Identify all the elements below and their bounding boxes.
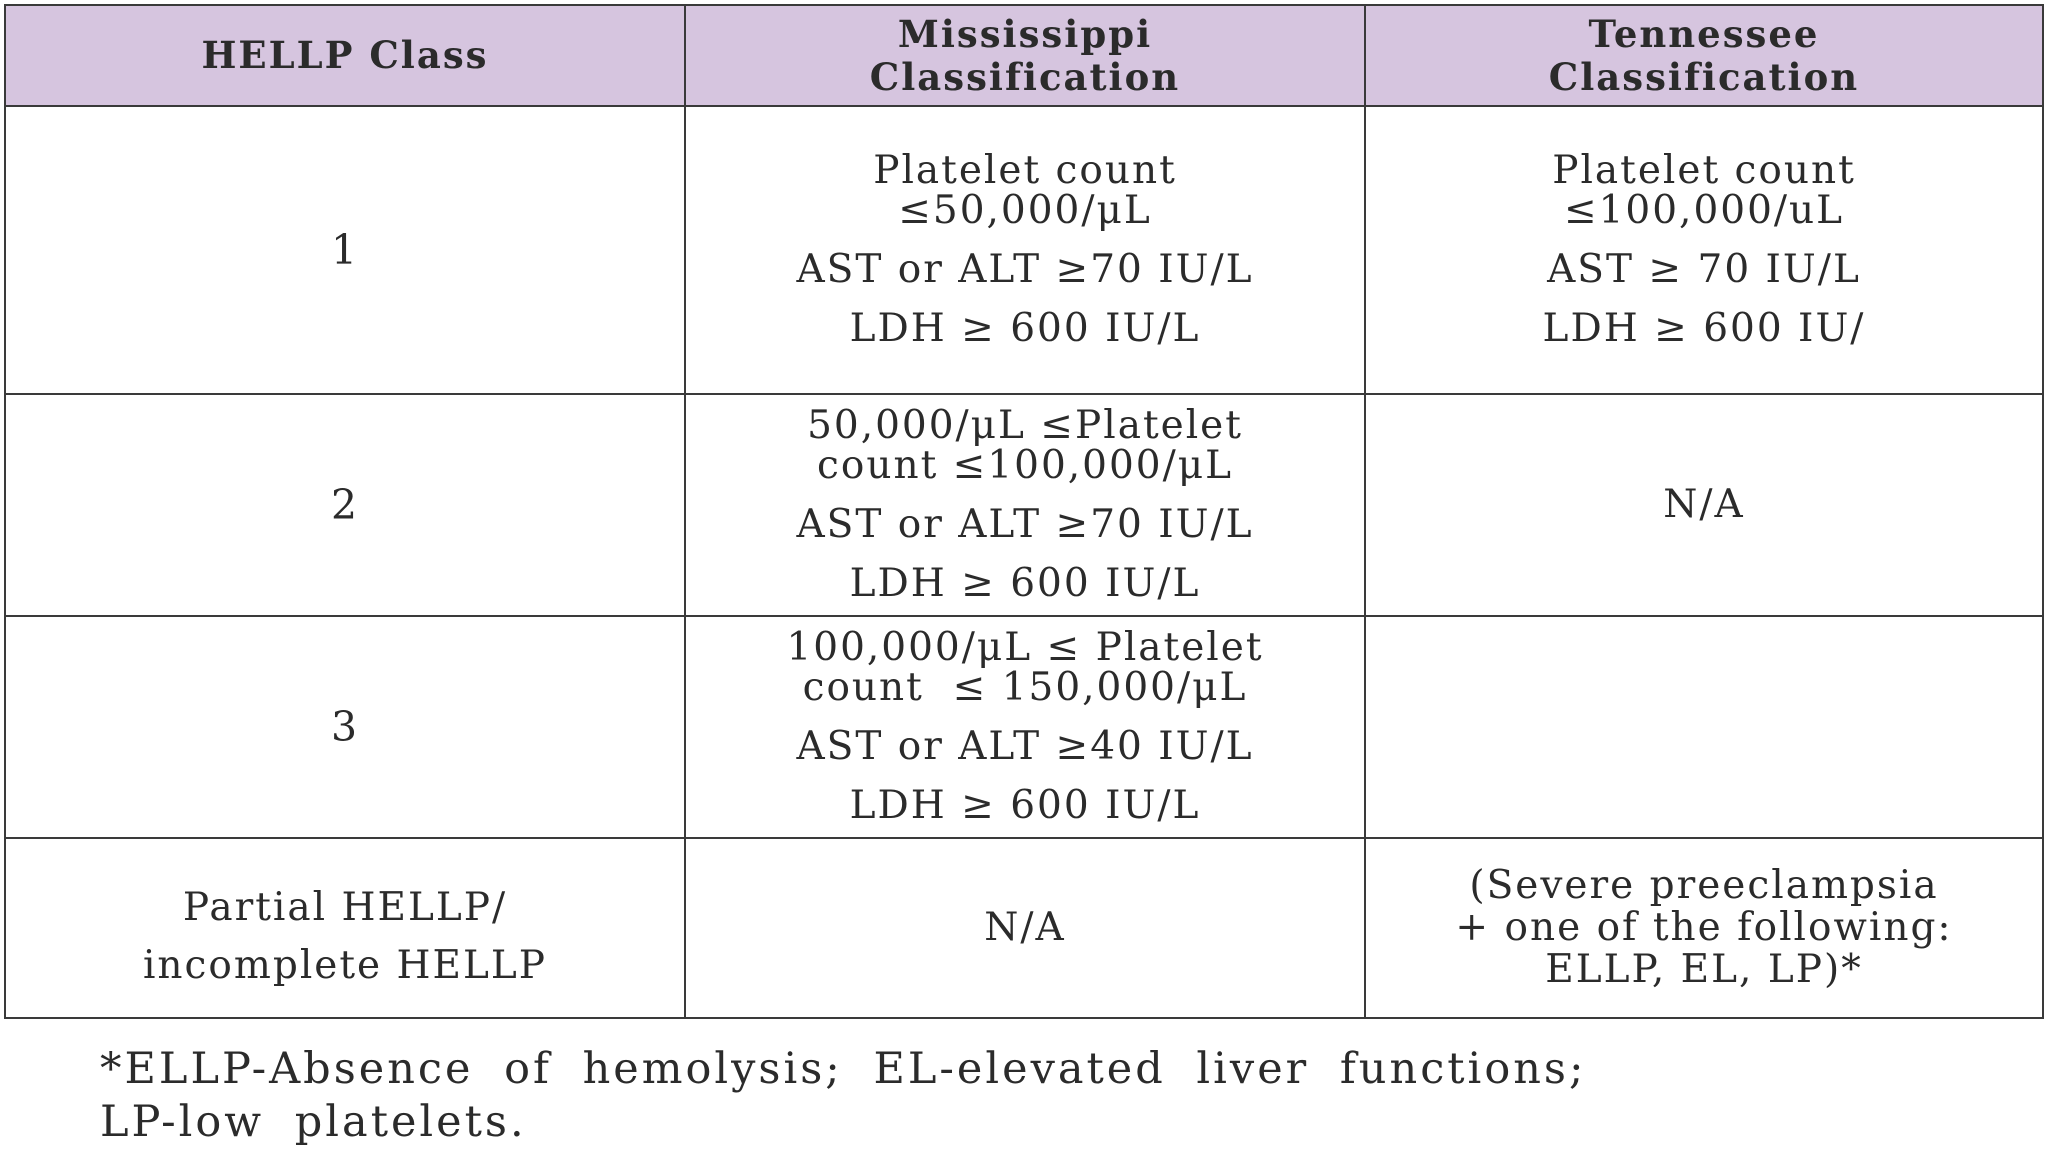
criterion-text: ≤100,000/uL bbox=[1563, 188, 1845, 233]
header-hellp-class-label: HELLP Class bbox=[201, 33, 489, 77]
footnote-line: LP-low platelets. bbox=[100, 1097, 527, 1147]
tennessee-cell bbox=[1365, 838, 2043, 1018]
criterion-text: AST or ALT ≥70 IU/L bbox=[796, 502, 1254, 547]
header-tennessee bbox=[1365, 5, 2043, 106]
criterion-text: + one of the following: bbox=[1455, 905, 1953, 950]
criterion-text: LDH ≥ 600 IU/ bbox=[1542, 306, 1866, 351]
criterion-text: AST ≥ 70 IU/L bbox=[1547, 247, 1861, 292]
class-cell bbox=[5, 616, 685, 838]
criterion-text: AST or ALT ≥70 IU/L bbox=[796, 247, 1254, 292]
tennessee-cell bbox=[1365, 394, 2043, 616]
table-row bbox=[5, 106, 2043, 394]
class-cell bbox=[5, 106, 685, 394]
mississippi-cell bbox=[685, 838, 1365, 1018]
criterion-text: count ≤100,000/μL bbox=[817, 443, 1233, 488]
class-value-line: incomplete HELLP bbox=[142, 943, 548, 988]
criterion-text: 50,000/μL ≤Platelet bbox=[807, 403, 1243, 448]
footnote-line: *ELLP-Absence of hemolysis; EL-elevated liver functions; bbox=[100, 1044, 1587, 1094]
tennessee-cell bbox=[1365, 106, 2043, 394]
criterion-text: ≤50,000/μL bbox=[898, 188, 1152, 233]
criterion-text: count ≤ 150,000/μL bbox=[802, 665, 1248, 710]
criterion-text: (Severe preeclampsia bbox=[1469, 863, 1939, 908]
header-row bbox=[5, 5, 2043, 106]
table-row bbox=[5, 838, 2043, 1018]
header-tennessee-label: Tennessee Classification bbox=[1548, 11, 1860, 99]
na-text: N/A bbox=[984, 905, 1066, 950]
hellp-classification-table bbox=[4, 4, 2044, 1019]
criterion-text: Platelet count bbox=[873, 148, 1177, 193]
criterion-text: ELLP, EL, LP)* bbox=[1545, 947, 1863, 992]
mississippi-cell bbox=[685, 106, 1365, 394]
criterion-text: 100,000/μL ≤ Platelet bbox=[786, 625, 1264, 670]
class-cell bbox=[5, 838, 685, 1018]
na-text: N/A bbox=[1663, 482, 1745, 527]
class-value: 1 bbox=[330, 226, 360, 274]
header-hellp-class bbox=[5, 5, 685, 106]
criterion-text: AST or ALT ≥40 IU/L bbox=[796, 724, 1254, 769]
header-mississippi bbox=[685, 5, 1365, 106]
table-row bbox=[5, 616, 2043, 838]
class-value: 2 bbox=[330, 481, 360, 529]
mississippi-cell bbox=[685, 616, 1365, 838]
class-value bbox=[16, 861, 674, 995]
class-cell bbox=[5, 394, 685, 616]
mississippi-cell bbox=[685, 394, 1365, 616]
class-value-line: Partial HELLP/ bbox=[182, 885, 508, 930]
tennessee-cell bbox=[1365, 616, 2043, 838]
criterion-text: LDH ≥ 600 IU/L bbox=[849, 306, 1201, 351]
criterion-text: LDH ≥ 600 IU/L bbox=[849, 561, 1201, 606]
header-mississippi-label: Mississippi Classification bbox=[869, 11, 1181, 99]
criterion-text: LDH ≥ 600 IU/L bbox=[849, 783, 1201, 828]
criterion-text: Platelet count bbox=[1552, 148, 1856, 193]
class-value: 3 bbox=[330, 703, 360, 751]
table-row bbox=[5, 394, 2043, 616]
footnote bbox=[100, 1043, 2030, 1149]
